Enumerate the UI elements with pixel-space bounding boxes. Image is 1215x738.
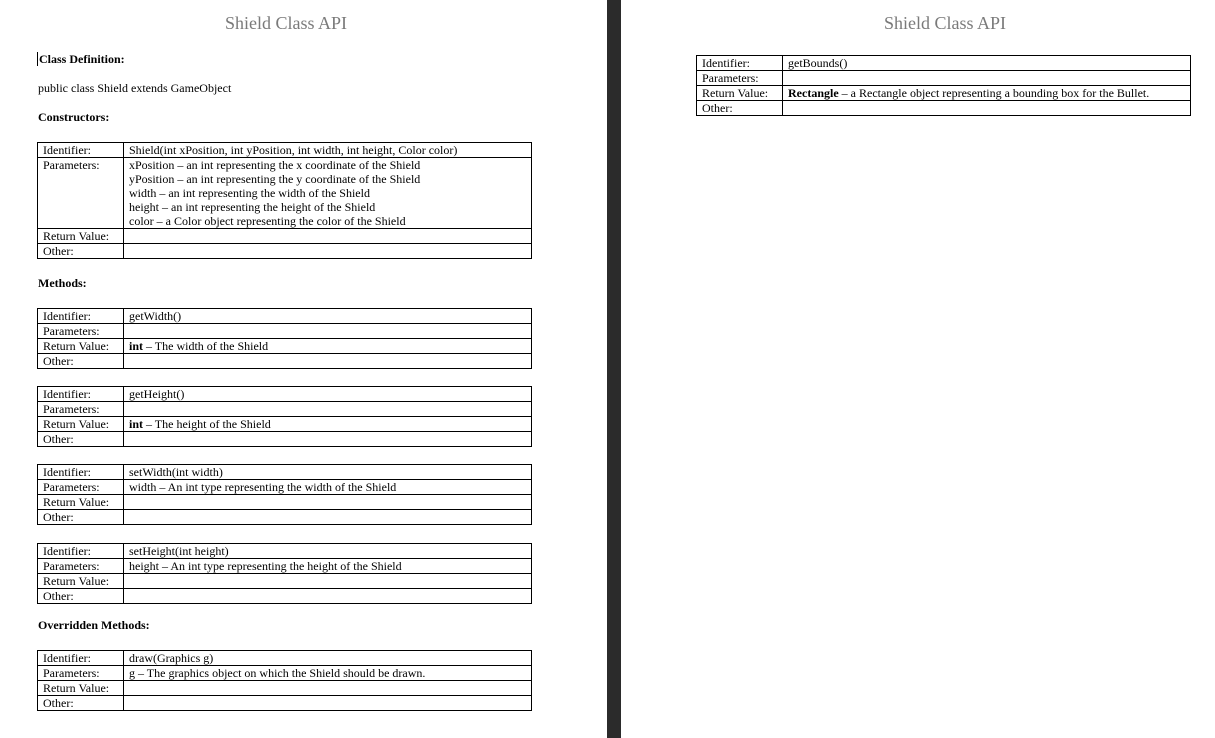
method-table-draw xyxy=(37,650,532,711)
parameter-line: height – an int representing the height of the Shield xyxy=(129,200,376,214)
table-row xyxy=(697,86,1191,101)
return-value xyxy=(783,86,1191,101)
return-type: int xyxy=(129,339,144,353)
table-row xyxy=(38,354,532,369)
table-row xyxy=(38,229,532,244)
return-label: Return Value: xyxy=(38,417,124,432)
parameters-label: Parameters: xyxy=(38,158,124,229)
other-label: Other: xyxy=(38,589,124,604)
identifier-value: getWidth() xyxy=(124,309,532,324)
parameter-line: width – an int representing the width of the Shield xyxy=(129,186,370,200)
parameters-value xyxy=(124,324,532,339)
identifier-label: Identifier: xyxy=(38,143,124,158)
return-type: Rectangle xyxy=(788,86,839,100)
table-row xyxy=(38,158,532,229)
other-label: Other: xyxy=(38,244,124,259)
table-row xyxy=(38,510,532,525)
other-label: Other: xyxy=(38,696,124,711)
return-label: Return Value: xyxy=(38,495,124,510)
class-declaration: public class Shield extends GameObject xyxy=(38,81,232,95)
other-value xyxy=(124,354,532,369)
identifier-label: Identifier: xyxy=(38,465,124,480)
table-row xyxy=(38,143,532,158)
right-page xyxy=(621,0,1215,738)
table-row xyxy=(38,309,532,324)
parameters-label: Parameters: xyxy=(38,666,124,681)
table-row xyxy=(38,495,532,510)
page-header: Shield Class API xyxy=(883,13,1007,33)
return-value xyxy=(124,574,532,589)
parameters-label: Parameters: xyxy=(38,480,124,495)
table-row xyxy=(38,574,532,589)
table-row xyxy=(38,324,532,339)
method-table-getbounds xyxy=(696,55,1191,116)
return-type: int xyxy=(129,417,144,431)
identifier-value: Shield(int xPosition, int yPosition, int width, int height, Color color) xyxy=(124,143,532,158)
page-header: Shield Class API xyxy=(224,13,348,33)
table-row xyxy=(38,387,532,402)
table-row xyxy=(38,544,532,559)
parameters-label: Parameters: xyxy=(38,324,124,339)
other-label: Other: xyxy=(38,354,124,369)
table-row xyxy=(38,402,532,417)
return-description: – a Rectangle object representing a bounding box for the Bullet. xyxy=(838,86,1150,100)
parameters-value xyxy=(124,158,532,229)
method-table-setwidth xyxy=(37,464,532,525)
return-value xyxy=(124,417,532,432)
identifier-value: setWidth(int width) xyxy=(124,465,532,480)
other-label: Other: xyxy=(697,101,783,116)
table-row xyxy=(38,465,532,480)
page-divider xyxy=(607,0,621,738)
table-row xyxy=(38,480,532,495)
constructors-heading: Constructors: xyxy=(38,110,110,124)
return-description: – The height of the Shield xyxy=(143,417,271,431)
method-table-getwidth xyxy=(37,308,532,369)
identifier-value: getHeight() xyxy=(124,387,532,402)
parameters-value: g – The graphics object on which the Shield should be drawn. xyxy=(124,666,532,681)
parameter-line: color – a Color object representing the color of the Shield xyxy=(129,214,406,228)
other-value xyxy=(124,432,532,447)
table-row xyxy=(38,589,532,604)
return-label: Return Value: xyxy=(38,681,124,696)
other-label: Other: xyxy=(38,432,124,447)
parameters-value: width – An int type representing the width of the Shield xyxy=(124,480,532,495)
table-row xyxy=(38,666,532,681)
table-row xyxy=(697,56,1191,71)
identifier-label: Identifier: xyxy=(38,387,124,402)
table-row xyxy=(38,651,532,666)
method-table-setheight xyxy=(37,543,532,604)
return-label: Return Value: xyxy=(38,229,124,244)
identifier-label: Identifier: xyxy=(697,56,783,71)
return-label: Return Value: xyxy=(38,574,124,589)
identifier-label: Identifier: xyxy=(38,309,124,324)
return-label: Return Value: xyxy=(38,339,124,354)
table-row xyxy=(38,339,532,354)
other-value xyxy=(124,244,532,259)
parameters-value: height – An int type representing the height of the Shield xyxy=(124,559,532,574)
left-page xyxy=(0,0,607,738)
parameters-value xyxy=(124,402,532,417)
table-row xyxy=(38,244,532,259)
other-label: Other: xyxy=(38,510,124,525)
parameters-label: Parameters: xyxy=(697,71,783,86)
return-label: Return Value: xyxy=(697,86,783,101)
return-value xyxy=(124,339,532,354)
return-value xyxy=(124,495,532,510)
table-row xyxy=(38,432,532,447)
identifier-value: getBounds() xyxy=(783,56,1191,71)
parameters-label: Parameters: xyxy=(38,402,124,417)
identifier-label: Identifier: xyxy=(38,544,124,559)
table-row xyxy=(697,101,1191,116)
method-table-getheight xyxy=(37,386,532,447)
identifier-value: draw(Graphics g) xyxy=(124,651,532,666)
overridden-methods-heading: Overridden Methods: xyxy=(38,618,150,632)
table-row xyxy=(697,71,1191,86)
other-value xyxy=(124,510,532,525)
parameters-value xyxy=(783,71,1191,86)
constructor-table xyxy=(37,142,532,259)
parameter-line: yPosition – an int representing the y coordinate of the Shield xyxy=(129,172,421,186)
return-description: – The width of the Shield xyxy=(143,339,269,353)
identifier-label: Identifier: xyxy=(38,651,124,666)
table-row xyxy=(38,681,532,696)
other-value xyxy=(783,101,1191,116)
parameters-label: Parameters: xyxy=(38,559,124,574)
return-value xyxy=(124,229,532,244)
other-value xyxy=(124,589,532,604)
table-row xyxy=(38,417,532,432)
class-definition-heading: Class Definition: xyxy=(39,52,125,66)
table-row xyxy=(38,696,532,711)
methods-heading: Methods: xyxy=(38,276,87,290)
identifier-value: setHeight(int height) xyxy=(124,544,532,559)
other-value xyxy=(124,696,532,711)
return-value xyxy=(124,681,532,696)
parameter-line: xPosition – an int representing the x coordinate of the Shield xyxy=(129,158,421,172)
table-row xyxy=(38,559,532,574)
text-cursor xyxy=(37,52,38,66)
